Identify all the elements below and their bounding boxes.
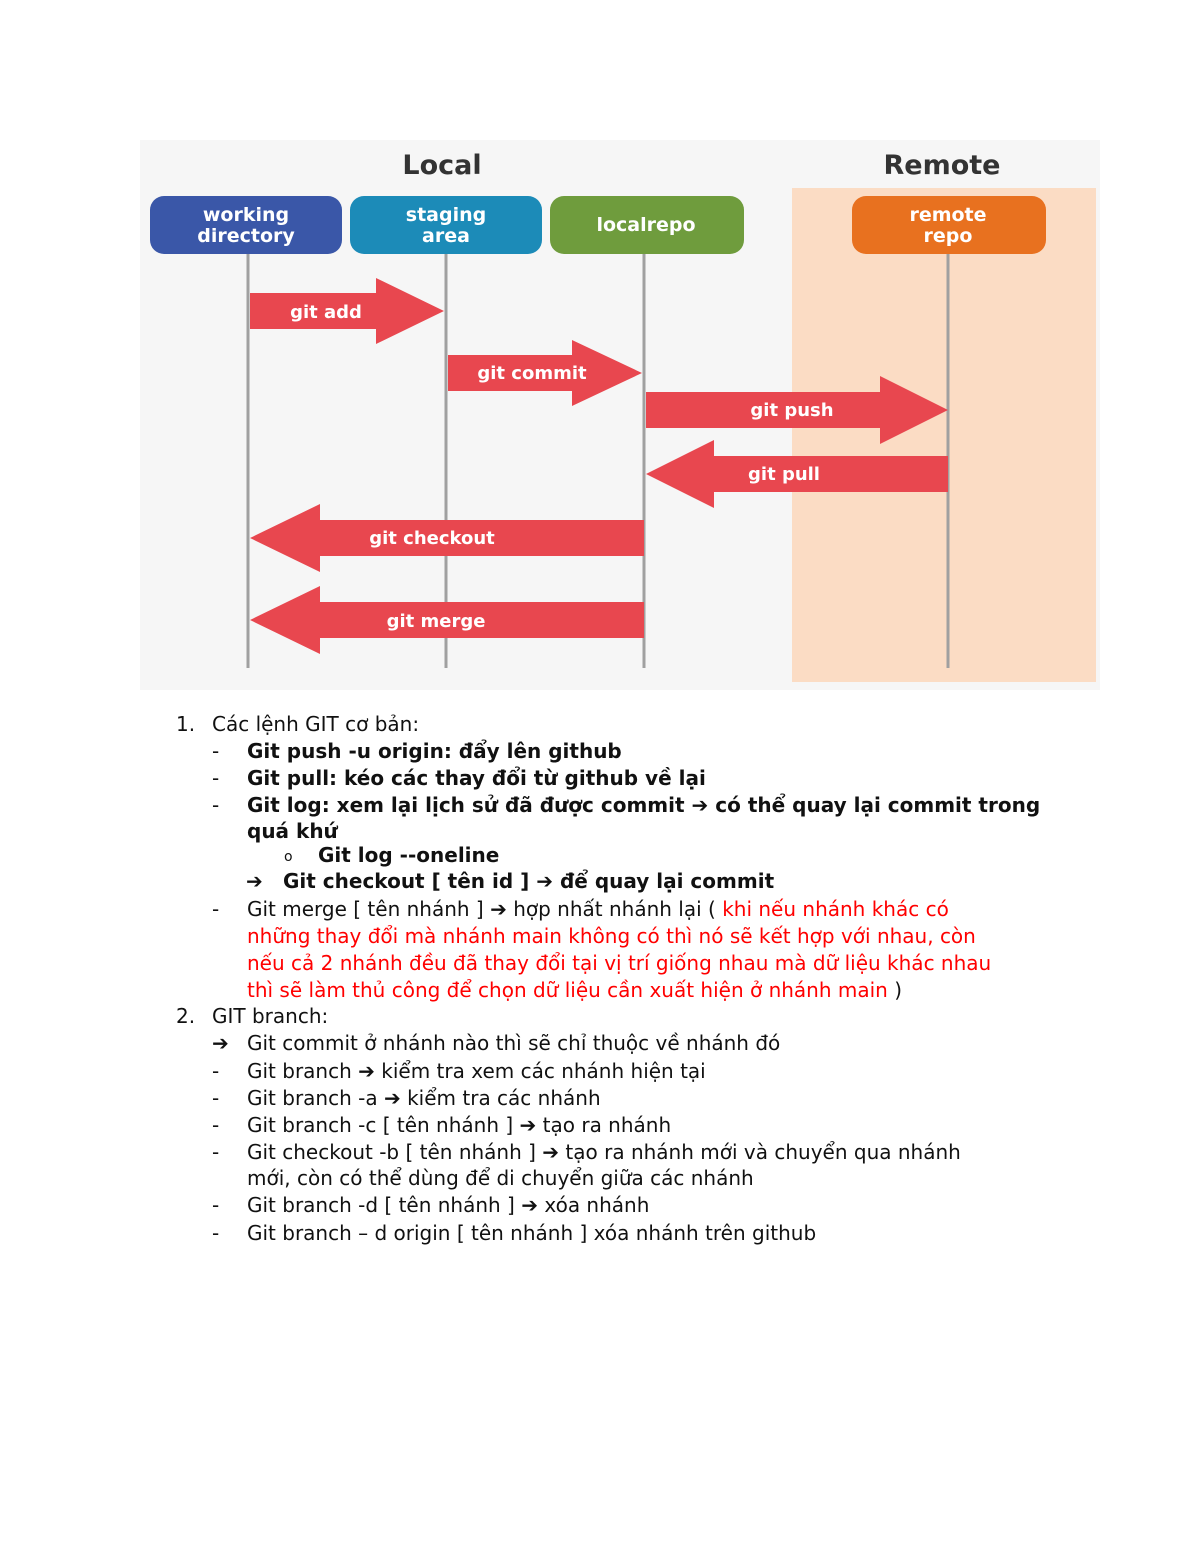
dash-bullet: - bbox=[212, 1113, 220, 1137]
arrow-bullet-icon: ➔ bbox=[212, 1031, 229, 1055]
git-merge-note-4-wrap bbox=[247, 977, 902, 1004]
git-branch-d-cmd: Git branch -d [ tên nhánh ] bbox=[247, 1193, 515, 1217]
git-merge-label: git merge bbox=[386, 611, 486, 632]
closing-paren: ) bbox=[894, 978, 903, 1002]
section-2-title: GIT branch: bbox=[212, 1004, 329, 1028]
git-checkout-item bbox=[283, 868, 774, 895]
git-merge-note-1: khi nếu nhánh khác có bbox=[722, 897, 949, 921]
git-workflow-diagram bbox=[140, 140, 1100, 690]
git-log-oneline-item: Git log --oneline bbox=[318, 843, 500, 867]
git-branch-a-cmd: Git branch -a bbox=[247, 1086, 378, 1110]
git-workflow-svg bbox=[140, 140, 1100, 690]
arrow-icon: ➔ bbox=[542, 1140, 560, 1164]
git-merge-note-4: thì sẽ làm thủ công để chọn dữ liệu cần xuất hiện ở nhánh main bbox=[247, 978, 888, 1002]
section-2-number: 2. bbox=[176, 1004, 196, 1028]
dash-bullet: - bbox=[212, 1140, 220, 1164]
git-pull-label: git pull bbox=[748, 464, 820, 485]
dash-bullet: - bbox=[212, 897, 220, 921]
git-checkout-b-desc-2: mới, còn có thể dùng để di chuyển giữa các nhánh bbox=[247, 1166, 754, 1190]
working-directory-label-1: working bbox=[202, 204, 290, 226]
git-log-text: Git log: xem lại lịch sử đã được commit bbox=[247, 793, 685, 817]
git-log-text-3: quá khứ bbox=[247, 819, 338, 843]
localrepo-label: localrepo bbox=[596, 214, 696, 236]
arrow-icon: ➔ bbox=[358, 1059, 375, 1083]
git-checkout-b-item bbox=[247, 1139, 961, 1166]
dash-bullet: - bbox=[212, 1086, 220, 1110]
arrow-icon: ➔ bbox=[383, 1086, 401, 1110]
remote-repo-label-2: repo bbox=[923, 225, 973, 247]
remote-repo-label-1: remote bbox=[909, 204, 987, 226]
remote-region bbox=[792, 188, 1096, 682]
circle-bullet: o bbox=[284, 849, 293, 865]
git-add-label: git add bbox=[290, 302, 362, 323]
git-checkout-b-desc: tạo ra nhánh mới và chuyển qua nhánh bbox=[565, 1140, 961, 1164]
staging-area-label-1: staging bbox=[405, 204, 487, 226]
arrow-icon: ➔ bbox=[691, 793, 709, 817]
git-commit-branch-item: Git commit ở nhánh nào thì sẽ chỉ thuộc về nhánh đó bbox=[247, 1031, 781, 1055]
remote-label: Remote bbox=[883, 150, 1001, 181]
git-branch-d-item bbox=[247, 1192, 649, 1219]
git-branch-d-desc: xóa nhánh bbox=[544, 1193, 650, 1217]
section-1-title: Các lệnh GIT cơ bản: bbox=[212, 712, 420, 736]
git-checkout-b-cmd: Git checkout -b [ tên nhánh ] bbox=[247, 1140, 536, 1164]
git-merge-note-2: những thay đổi mà nhánh main không có thì nó sẽ kết hợp với nhau, còn bbox=[247, 924, 976, 948]
git-branch-desc: kiểm tra xem các nhánh hiện tại bbox=[381, 1059, 706, 1083]
git-branch-cmd: Git branch bbox=[247, 1059, 352, 1083]
local-label: Local bbox=[402, 150, 482, 181]
git-log-item bbox=[247, 792, 1040, 819]
dash-bullet: - bbox=[212, 1059, 220, 1083]
git-merge-text: Git merge [ tên nhánh ] bbox=[247, 897, 484, 921]
section-1-number: 1. bbox=[176, 712, 196, 736]
git-branch-a-item bbox=[247, 1085, 601, 1112]
git-checkout-label: git checkout bbox=[369, 528, 495, 549]
git-checkout-text: Git checkout [ tên id ] bbox=[283, 869, 530, 893]
git-branch-c-cmd: Git branch -c [ tên nhánh ] bbox=[247, 1113, 514, 1137]
dash-bullet: - bbox=[212, 766, 220, 790]
git-branch-a-desc: kiểm tra các nhánh bbox=[407, 1086, 601, 1110]
git-branch-c-desc: tạo ra nhánh bbox=[542, 1113, 672, 1137]
git-checkout-text-2: để quay lại commit bbox=[559, 869, 775, 893]
staging-area-label-2: area bbox=[422, 225, 470, 247]
arrow-bullet-icon: ➔ bbox=[246, 869, 263, 893]
dash-bullet: - bbox=[212, 1221, 220, 1245]
arrow-icon: ➔ bbox=[519, 1113, 537, 1137]
dash-bullet: - bbox=[212, 793, 220, 817]
git-branch-item bbox=[247, 1058, 706, 1085]
git-commit-label: git commit bbox=[477, 363, 587, 384]
git-log-text-2: có thể quay lại commit trong bbox=[715, 793, 1041, 817]
dash-bullet: - bbox=[212, 1193, 220, 1217]
git-branch-c-item bbox=[247, 1112, 671, 1139]
git-merge-item bbox=[247, 896, 949, 923]
git-merge-text-2: hợp nhất nhánh lại ( bbox=[513, 897, 716, 921]
git-pull-item: Git pull: kéo các thay đổi từ github về lại bbox=[247, 766, 706, 790]
arrow-icon: ➔ bbox=[490, 897, 507, 921]
git-push-label: git push bbox=[750, 400, 834, 421]
git-branch-d-origin-item: Git branch – d origin [ tên nhánh ] xóa nhánh trên github bbox=[247, 1221, 817, 1245]
git-push-item: Git push -u origin: đẩy lên github bbox=[247, 739, 622, 763]
arrow-icon: ➔ bbox=[536, 869, 554, 893]
dash-bullet: - bbox=[212, 739, 220, 763]
git-merge-note-3: nếu cả 2 nhánh đều đã thay đổi tại vị trí giống nhau mà dữ liệu khác nhau bbox=[247, 951, 992, 975]
working-directory-label-2: directory bbox=[197, 225, 295, 247]
arrow-icon: ➔ bbox=[521, 1193, 538, 1217]
